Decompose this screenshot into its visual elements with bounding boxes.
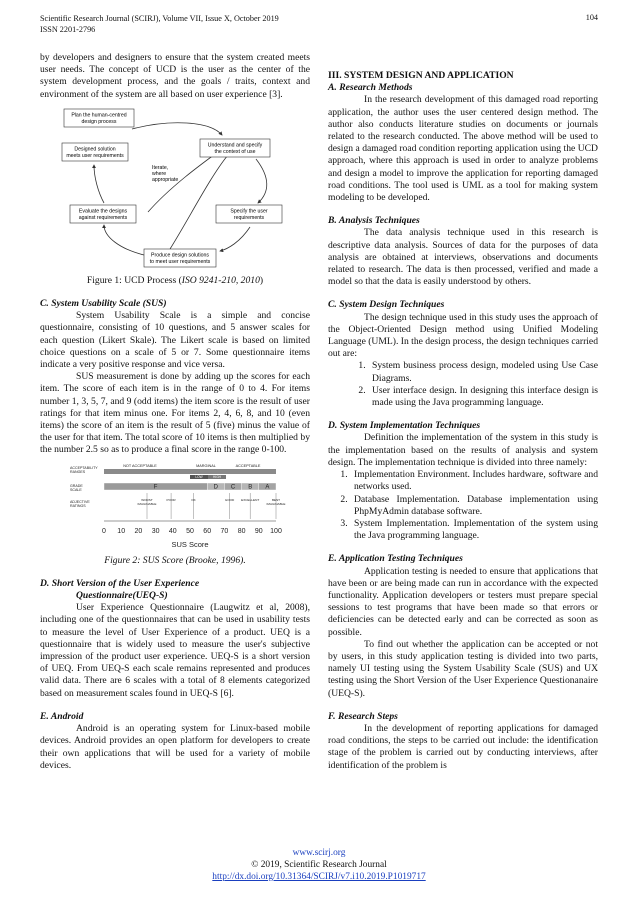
android-paragraph: Android is an operating system for Linux-based mobile devices. Android provides an open platform for developers to create their own applications that will be used for a variety of mobile devices.: [40, 723, 310, 771]
tick-label: 0: [102, 527, 106, 535]
figure1-caption-source: ISO 9241-210, 2010: [181, 274, 260, 286]
adjective-label: WORST: [141, 497, 153, 502]
grade-scale: [104, 483, 276, 491]
list-item: 2. Database Implementation. Database implementation using PhpMyAdmin database software.: [350, 494, 598, 518]
understand-box-line2: the context of use: [214, 148, 256, 155]
acceptability-label-2: RANGES: [70, 469, 86, 474]
design-techniques-paragraph: The design technique used in this study uses the approach of the Object-Oriented Design method using Unified Modeling Language (UML). In the design process, the design techniques carried out are:: [328, 311, 598, 360]
produce-box: [144, 249, 216, 267]
running-header: [40, 13, 279, 35]
heading-implementation: D. System Implementation Techniques: [328, 420, 481, 432]
sus-axis-ticks: [102, 528, 282, 535]
tick-label: 50: [186, 527, 194, 535]
testing-paragraph-2: To find out whether the application can be accepted or not by users, in this study application testing is divided into two parts, namely UI testing using the System Usability Scale (SUS) and UX testing using the Short Version of the User Experience Questionanaire (UEQ-S).: [328, 638, 598, 699]
figure2-caption: Figure 2: SUS Score (Brooke, 1996).: [104, 554, 246, 566]
journal-title: Scientific Research Journal (SCIRJ), Volume VII, Issue X, October 2019: [40, 14, 279, 23]
sus-paragraph-2: SUS measurement is done by adding up the scores for each item. The score of each item is in the range of 0 to 4. For items number 1, 3, 5, 7, and 9 (odd items) the item score is the result of user ratings for that item minus one. For items 2, 4, 6, 8, and 10 (even items) the score of an item is the result of 5 (five) minus the value of the user for that item. The total score of 10 items is then multiplied by the number 2.5 so as to produce a final score in the range 0-100.: [40, 371, 310, 456]
high-label: HIGH: [213, 474, 221, 479]
page-number: 104: [585, 13, 598, 22]
journal-site-link[interactable]: www.scirj.org: [292, 848, 346, 858]
adjective-ratings: [138, 493, 286, 519]
tick-label: 40: [168, 527, 177, 535]
sus-paragraph-1: System Usability Scale is a simple and concise questionnaire, consisting of 10 questions, and 5 answer scales for each question (Likert Skale). The Likert scale is based on limited choice questions on a scale of 5 or 7. Some questionnaire items indicate a very positive response and vice versa.: [40, 310, 310, 371]
tick-label: 90: [254, 527, 263, 535]
heading-design-techniques: C. System Design Techniques: [328, 299, 445, 311]
figure1-caption: [40, 275, 310, 287]
grade-label: F: [153, 484, 158, 491]
list-item: 3. System Implementation. Implementation of the system using the Java programming language.: [350, 518, 598, 542]
not-acceptable-label: NOT ACCEPTABLE: [123, 463, 157, 468]
iterate-line3: appropriate: [152, 176, 179, 183]
adjective-label: OK: [191, 497, 196, 502]
tick-label: 10: [117, 527, 126, 535]
figure1-caption-suffix: ): [259, 274, 264, 286]
section-heading: III. SYSTEM DESIGN AND APPLICATION: [328, 70, 514, 81]
heading-analysis: B. Analysis Techniques: [328, 215, 420, 227]
heading-sus: C. System Usability Scale (SUS): [40, 298, 167, 310]
designed-solution-box: [62, 143, 128, 161]
heading-research-methods: A. Research Methods: [328, 82, 413, 94]
evaluate-box: [70, 205, 136, 223]
list-item: 1. System business process design, modeled using Use Case Diagrams.: [368, 360, 598, 384]
designed-box-line1: Designed solution: [74, 146, 116, 153]
adjective-label: EXCELLENT: [241, 497, 260, 502]
figure1-caption-prefix: Figure 1: UCD Process (: [86, 274, 182, 286]
testing-paragraph-1: Application testing is needed to ensure that applications that have been or are being made can run in accordance with the expected functionality. Application developers or testers must prepare special sessions to test programs that have been made so that errors or deficiencies can be detected early and can be corrected as soon as possible.: [328, 565, 598, 638]
page-footer: [0, 848, 638, 883]
list-item: 2. User interface design. In designing this interface design is made using the Java programming language.: [368, 385, 598, 409]
produce-box-line1: Produce design solutions: [151, 252, 209, 259]
tick-label: 80: [237, 527, 246, 535]
marginal-label: MARGINAL: [196, 463, 216, 468]
implementation-paragraph: Definition the implementation of the system in this study is the implementation based on the results of analysis and system design. The implementation technique is divided into three namely:: [328, 432, 598, 468]
heading-ueq-line2: Questionnaire(UEQ-S): [76, 590, 168, 602]
grade-label: D: [213, 484, 218, 491]
produce-box-line2: to meet user requirements: [149, 258, 211, 265]
grade-label-2: SCALE: [70, 487, 82, 492]
designed-box-line2: meets user requirements: [66, 152, 124, 159]
adjective-label: IMAGINABLE: [266, 501, 286, 506]
understand-box: [200, 139, 270, 157]
intro-paragraph: by developers and designers to ensure that the system created meets user needs. The concept of UCD is the user as the center of the system development process, and the goals / traits, context and environment of the system are all based on user experience [3].: [40, 52, 310, 100]
adjective-label: POOR: [166, 497, 176, 502]
tick-label: 30: [151, 527, 160, 535]
left-column: [40, 52, 310, 772]
evaluate-box-line2: against requirements: [78, 214, 128, 221]
heading-android: E. Android: [40, 710, 84, 722]
specify-box-line2: requirements: [233, 214, 265, 221]
grade-label: B: [248, 484, 253, 491]
acceptable-label: ACCEPTABLE: [235, 463, 261, 468]
iterate-label: [152, 165, 178, 183]
tick-label: 70: [220, 527, 229, 535]
specify-box-line1: Specify the user: [230, 208, 268, 215]
low-label: LOW: [195, 474, 203, 479]
understand-box-line1: Understand and specify: [207, 142, 263, 149]
right-column: [328, 70, 598, 772]
iterate-line1: Iterate,: [152, 164, 169, 171]
plan-box-line2: design process: [81, 118, 117, 125]
evaluate-box-line1: Evaluate the designs: [78, 208, 128, 215]
tick-label: 20: [134, 527, 143, 535]
adjective-label-2: RATINGS: [70, 503, 86, 508]
plan-box-line1: Plan the human-centred: [71, 112, 127, 119]
tick-label: 60: [203, 527, 212, 535]
grade-label: C: [230, 484, 236, 491]
grade-label-1: GRADE: [70, 483, 83, 488]
adjective-label: IMAGINABLE: [137, 501, 157, 506]
grade-label: A: [265, 484, 270, 491]
copyright: © 2019, Scientific Research Journal: [251, 859, 387, 870]
research-steps-paragraph: In the development of reporting applications for damaged road conditions, the steps to be carried out include: the identification stage of the problem is carried out by conducting interviews, after identification of the problem is: [328, 722, 598, 771]
analysis-paragraph: The data analysis technique used in this research is descriptive data analysis. Sources of data for the purposes of data analysis are obtained at interviews, observations and documents related to research. The data is then processed, verified and made a model so that the data is easily understood by others.: [328, 227, 598, 288]
list-item: 1. Implementation Environment. Includes hardware, software and networks used.: [350, 469, 598, 493]
adjective-label: GOOD: [224, 497, 235, 502]
heading-testing: E. Application Testing Techniques: [328, 553, 463, 565]
tick-label: 100: [270, 527, 282, 535]
acceptability-bar: [104, 469, 276, 474]
sus-axis-title: SUS Score: [171, 539, 209, 549]
heading-ueq-line1: D. Short Version of the User Experience: [40, 577, 200, 589]
plan-box: [64, 109, 134, 127]
ucd-process-figure: [60, 107, 290, 271]
specify-box: [216, 205, 282, 223]
issn: ISSN 2201-2796: [40, 25, 96, 34]
ueq-paragraph: User Experience Questionnaire (Laugwitz et al, 2008), including one of the questionnaires that can be used in usability tests to measure the level of User Experience of a product. UEQ is a questionnaire that is widely used to measure the user's subjective impression of the product user experience. UEQ-S is a short version of UEQ. From UEQ-S each scale remains represented and produces valid data. There are 6 scales with a total of 8 elements categorized based on measurement scales found in UEQ-S [6].: [40, 602, 310, 699]
heading-research-steps: F. Research Steps: [328, 710, 398, 722]
acceptability-label-1: ACCEPTABILITY: [70, 465, 98, 470]
adjective-label: BEST: [271, 497, 281, 502]
research-methods-paragraph: In the research development of this damaged road reporting application, the author uses the user centered design method. The author also conducts literature studies on documents or journals related to the research conducted. The above method will be used to design a damaged road condition reporting application using the UCD approach, where this approach is used in order to analyze problems and design a model to improve the application for reporting damaged road conditions. The tool used is UML as a tool for making system modeling to be developed.: [328, 94, 598, 204]
adjective-label-1: ADJECTIVE: [70, 499, 90, 504]
doi-link[interactable]: http://dx.doi.org/10.31364/SCIRJ/v7.i10.2019.P1019717: [212, 871, 426, 882]
design-techniques-list: [328, 360, 598, 409]
sus-score-figure: [70, 463, 286, 551]
iterate-line2: where: [152, 170, 167, 177]
implementation-list: [328, 469, 598, 542]
